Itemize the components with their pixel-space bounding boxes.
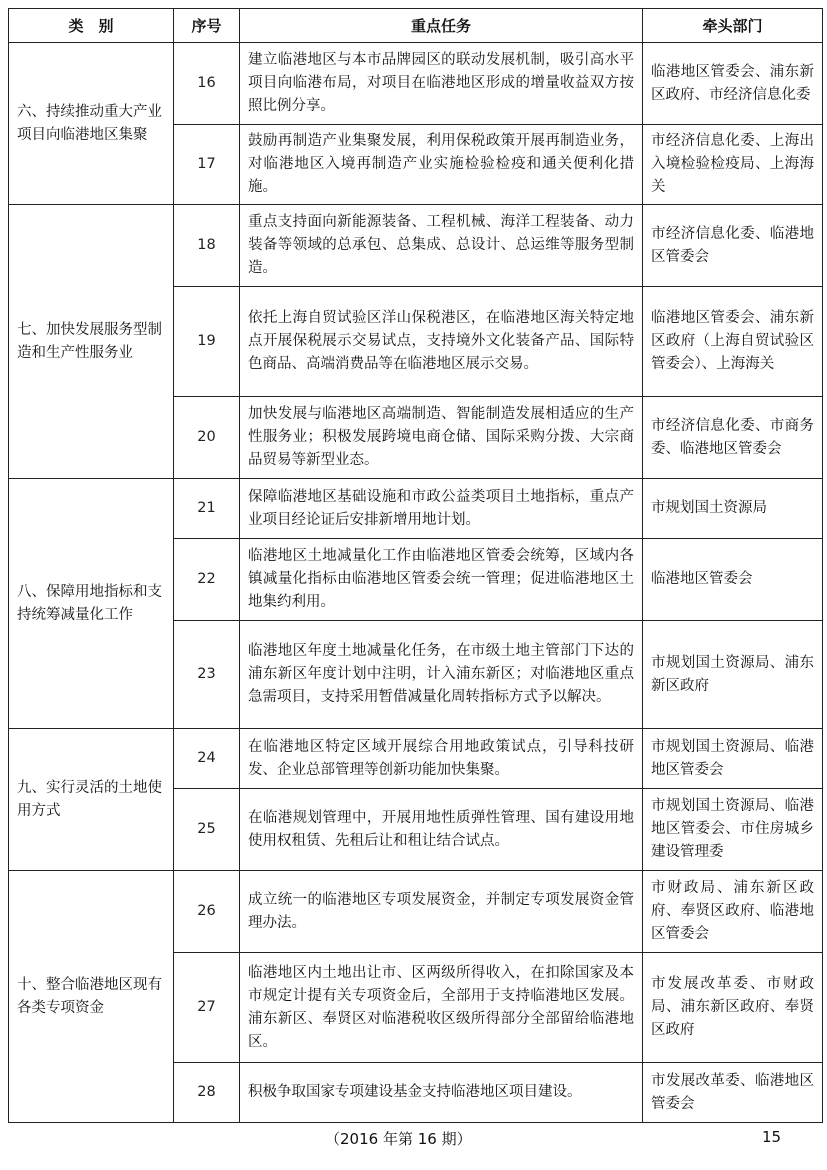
task-cell: 鼓励再制造产业集聚发展，利用保税政策开展再制造业务，对临港地区入境再制造产业实施检验检疫和通关便利化措施。 [240, 125, 643, 205]
task-cell: 建立临港地区与本市品牌园区的联动发展机制，吸引高水平项目向临港布局，对项目在临港地区形成的增量收益双方按照比例分享。 [240, 43, 643, 125]
task-cell: 保障临港地区基础设施和市政公益类项目土地指标，重点产业项目经论证后安排新增用地计划。 [240, 479, 643, 539]
header-task: 重点任务 [240, 9, 643, 43]
task-cell: 重点支持面向新能源装备、工程机械、海洋工程装备、动力装备等领域的总承包、总集成、总设计、总运维等服务型制造。 [240, 205, 643, 287]
task-cell: 临港地区年度土地减量化任务，在市级土地主管部门下达的浦东新区年度计划中注明，计入浦东新区；对临港地区重点急需项目，支持采用暂借减量化周转指标方式予以解决。 [240, 621, 643, 729]
department-cell: 市经济信息化委、市商务委、临港地区管委会 [643, 397, 823, 479]
header-number: 序号 [174, 9, 240, 43]
task-cell: 临港地区土地减量化工作由临港地区管委会统筹，区域内各镇减量化指标由临港地区管委会统一管理；促进临港地区土地集约利用。 [240, 539, 643, 621]
page-number: 15 [762, 1128, 782, 1146]
task-cell: 成立统一的临港地区专项发展资金，并制定专项发展资金管理办法。 [240, 871, 643, 953]
table-row [9, 871, 823, 953]
table-row [9, 43, 823, 125]
department-cell: 市规划国土资源局、浦东新区政府 [643, 621, 823, 729]
header-department: 牵头部门 [643, 9, 823, 43]
table-header-row [9, 9, 823, 43]
department-cell: 临港地区管委会、浦东新区政府（上海自贸试验区管委会）、上海海关 [643, 287, 823, 397]
category-cell: 九、实行灵活的土地使用方式 [9, 729, 174, 871]
row-number: 26 [174, 871, 240, 953]
task-cell: 在临港规划管理中，开展用地性质弹性管理、国有建设用地使用权租赁、先租后让和租让结合试点。 [240, 789, 643, 871]
task-cell: 临港地区内土地出让市、区两级所得收入，在扣除国家及本市规定计提有关专项资金后，全部用于支持临港地区发展。浦东新区、奉贤区对临港税收区级所得部分全部留给临港地区。 [240, 953, 643, 1063]
row-number: 18 [174, 205, 240, 287]
row-number: 25 [174, 789, 240, 871]
department-cell: 市经济信息化委、上海出入境检验检疫局、上海海关 [643, 125, 823, 205]
row-number: 19 [174, 287, 240, 397]
department-cell: 市规划国土资源局、临港地区管委会 [643, 729, 823, 789]
table-row [9, 729, 823, 789]
department-cell: 市发展改革委、临港地区管委会 [643, 1063, 823, 1123]
task-table [8, 8, 823, 1123]
row-number: 16 [174, 43, 240, 125]
category-cell: 十、整合临港地区现有各类专项资金 [9, 871, 174, 1123]
task-cell: 在临港地区特定区域开展综合用地政策试点，引导科技研发、企业总部管理等创新功能加快集聚。 [240, 729, 643, 789]
row-number: 22 [174, 539, 240, 621]
header-category: 类 别 [9, 9, 174, 43]
task-cell: 加快发展与临港地区高端制造、智能制造发展相适应的生产性服务业；积极发展跨境电商仓储、国际采购分拨、大宗商品贸易等新型业态。 [240, 397, 643, 479]
row-number: 23 [174, 621, 240, 729]
department-cell: 临港地区管委会 [643, 539, 823, 621]
row-number: 21 [174, 479, 240, 539]
department-cell: 市财政局、浦东新区政府、奉贤区政府、临港地区管委会 [643, 871, 823, 953]
row-number: 24 [174, 729, 240, 789]
task-cell: 积极争取国家专项建设基金支持临港地区项目建设。 [240, 1063, 643, 1123]
row-number: 20 [174, 397, 240, 479]
department-cell: 临港地区管委会、浦东新区政府、市经济信息化委 [643, 43, 823, 125]
row-number: 28 [174, 1063, 240, 1123]
category-cell: 七、加快发展服务型制造和生产性服务业 [9, 205, 174, 479]
department-cell: 市发展改革委、市财政局、浦东新区政府、奉贤区政府 [643, 953, 823, 1063]
category-cell: 六、持续推动重大产业项目向临港地区集聚 [9, 43, 174, 205]
category-cell: 八、保障用地指标和支持统筹减量化工作 [9, 479, 174, 729]
task-cell: 依托上海自贸试验区洋山保税港区，在临港地区海关特定地点开展保税展示交易试点，支持境外文化装备产品、国际特色商品、高端消费品等在临港地区展示交易。 [240, 287, 643, 397]
issue-label: （2016 年第 16 期） [325, 1130, 472, 1148]
row-number: 17 [174, 125, 240, 205]
table-row [9, 205, 823, 287]
department-cell: 市规划国土资源局 [643, 479, 823, 539]
table-row [9, 479, 823, 539]
department-cell: 市规划国土资源局、临港地区管委会、市住房城乡建设管理委 [643, 789, 823, 871]
row-number: 27 [174, 953, 240, 1063]
department-cell: 市经济信息化委、临港地区管委会 [643, 205, 823, 287]
